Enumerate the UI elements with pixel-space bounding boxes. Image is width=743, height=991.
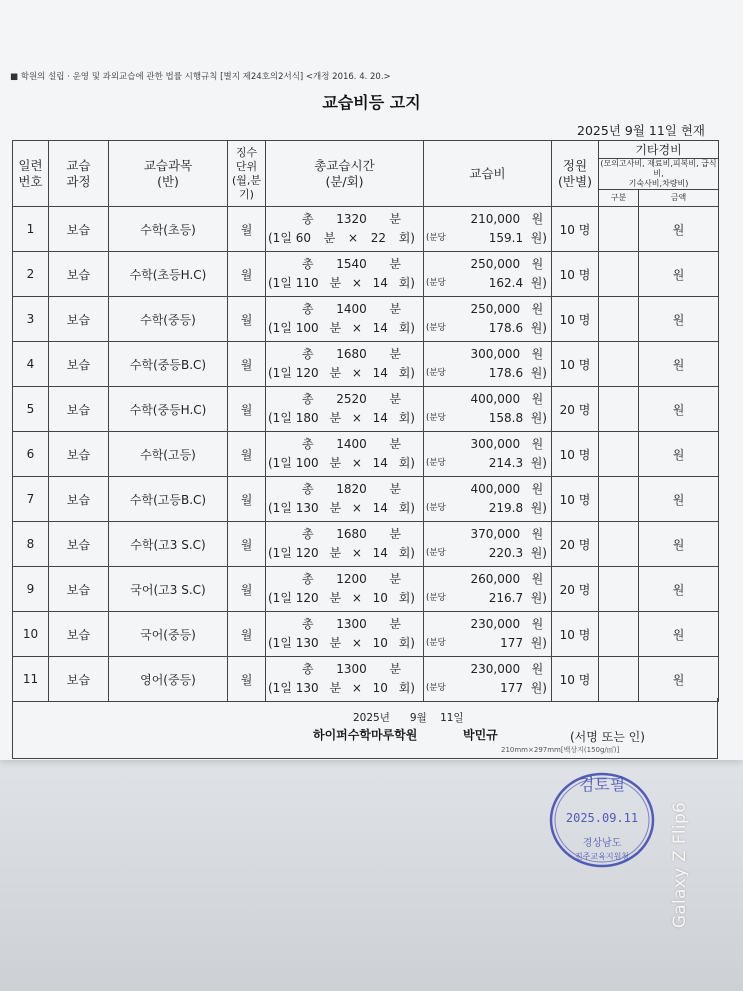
header-other: 기타경비 [599, 141, 719, 159]
table-row [13, 252, 719, 297]
header-capacity: 정원 (반별) [552, 141, 599, 207]
row-course: 보습 [49, 297, 109, 342]
row-other-type [599, 297, 639, 342]
row-subject: 수학(초등) [109, 207, 228, 252]
table-row [13, 342, 719, 387]
row-subject: 국어(중등) [109, 612, 228, 657]
row-no: 3 [13, 297, 49, 342]
row-fee: 300,000 원 (분당 214.3 원) [424, 432, 552, 477]
row-fee: 400,000 원 (분당 158.8 원) [424, 387, 552, 432]
row-capacity: 10 명 [552, 297, 599, 342]
row-other-amount: 원 [639, 342, 719, 387]
row-other-amount: 원 [639, 612, 719, 657]
table-row [13, 657, 719, 702]
row-other-amount: 원 [639, 297, 719, 342]
table-row [13, 612, 719, 657]
row-unit: 월 [228, 477, 266, 522]
row-total-time: 총 1820 분 (1일 130 분 × 14 회) [266, 477, 424, 522]
row-capacity: 20 명 [552, 567, 599, 612]
row-course: 보습 [49, 567, 109, 612]
row-unit: 월 [228, 342, 266, 387]
law-reference: ■ 학원의 설립 · 운영 및 과외교습에 관한 법률 시행규칙 [별지 제24호의2서식] <개정 2016. 4. 20.> [10, 72, 391, 82]
paper-spec: 210mm×297mm[백상지(150g/㎡)] [501, 746, 620, 754]
row-unit: 월 [228, 612, 266, 657]
row-subject: 수학(중등H.C) [109, 387, 228, 432]
row-no: 5 [13, 387, 49, 432]
row-no: 1 [13, 207, 49, 252]
row-course: 보습 [49, 252, 109, 297]
row-unit: 월 [228, 657, 266, 702]
stamp-office: 진주교육지원청 [574, 852, 630, 861]
header-other-amount: 금액 [639, 190, 719, 207]
row-other-amount: 원 [639, 387, 719, 432]
row-course: 보습 [49, 207, 109, 252]
table-row [13, 387, 719, 432]
row-no: 7 [13, 477, 49, 522]
row-capacity: 10 명 [552, 432, 599, 477]
row-capacity: 10 명 [552, 207, 599, 252]
row-subject: 수학(고등) [109, 432, 228, 477]
stamp-region: 경상남도 [582, 838, 622, 849]
fee-table [12, 140, 719, 702]
row-fee: 210,000 원 (분당 159.1 원) [424, 207, 552, 252]
row-total-time: 총 1680 분 (1일 120 분 × 14 회) [266, 342, 424, 387]
table-row [13, 207, 719, 252]
row-fee: 400,000 원 (분당 219.8 원) [424, 477, 552, 522]
table-row [13, 567, 719, 612]
row-other-type [599, 657, 639, 702]
header-other-type: 구분 [599, 190, 639, 207]
row-course: 보습 [49, 612, 109, 657]
row-unit: 월 [228, 252, 266, 297]
row-other-type [599, 477, 639, 522]
row-total-time: 총 1680 분 (1일 120 분 × 14 회) [266, 522, 424, 567]
header-course: 교습 과정 [49, 141, 109, 207]
row-other-amount: 원 [639, 567, 719, 612]
row-course: 보습 [49, 342, 109, 387]
header-fee: 교습비 [424, 141, 552, 207]
row-unit: 월 [228, 207, 266, 252]
row-course: 보습 [49, 657, 109, 702]
row-no: 8 [13, 522, 49, 567]
row-other-type [599, 522, 639, 567]
camera-watermark [665, 790, 695, 940]
row-other-amount: 원 [639, 657, 719, 702]
row-other-amount: 원 [639, 207, 719, 252]
header-unit: 징수 단위 (월,분기) [228, 141, 266, 207]
row-fee: 230,000 원 (분당 177 원) [424, 612, 552, 657]
row-course: 보습 [49, 522, 109, 567]
header-total-time: 총교습시간 (분/회) [266, 141, 424, 207]
row-other-type [599, 207, 639, 252]
header-subject: 교습과목 (반) [109, 141, 228, 207]
row-no: 4 [13, 342, 49, 387]
signature-note: (서명 또는 인) [570, 730, 645, 744]
row-other-type [599, 432, 639, 477]
row-fee: 250,000 원 (분당 178.6 원) [424, 297, 552, 342]
as-of-date: 2025년 9월 11일 현재 [577, 123, 705, 138]
row-total-time: 총 1200 분 (1일 120 분 × 10 회) [266, 567, 424, 612]
row-total-time: 총 1300 분 (1일 130 분 × 10 회) [266, 612, 424, 657]
row-other-type [599, 387, 639, 432]
row-other-type [599, 252, 639, 297]
row-total-time: 총 1400 분 (1일 100 분 × 14 회) [266, 297, 424, 342]
academy-name: 하이퍼수학마루학원 [313, 728, 418, 742]
row-unit: 월 [228, 297, 266, 342]
header-other-note: (모의고사비, 재료비,피복비, 급식비, 기숙사비,차량비) [600, 159, 717, 188]
row-subject: 수학(고등B.C) [109, 477, 228, 522]
header-no: 일련 번호 [13, 141, 49, 207]
row-capacity: 20 명 [552, 522, 599, 567]
row-capacity: 10 명 [552, 477, 599, 522]
row-other-amount: 원 [639, 477, 719, 522]
row-other-type [599, 612, 639, 657]
row-unit: 월 [228, 387, 266, 432]
row-fee: 300,000 원 (분당 178.6 원) [424, 342, 552, 387]
row-course: 보습 [49, 432, 109, 477]
watermark-text: Galaxy Z Flip6 [670, 801, 690, 929]
stamp-title: 검토필 [578, 775, 626, 794]
row-total-time: 총 1400 분 (1일 100 분 × 14 회) [266, 432, 424, 477]
row-capacity: 10 명 [552, 342, 599, 387]
row-other-amount: 원 [639, 252, 719, 297]
document-title: 교습비등 고지 [322, 93, 421, 112]
row-subject: 수학(중등B.C) [109, 342, 228, 387]
row-total-time: 총 1320 분 (1일 60 분 × 22 회) [266, 207, 424, 252]
row-no: 9 [13, 567, 49, 612]
row-unit: 월 [228, 522, 266, 567]
table-row [13, 432, 719, 477]
stamp-date: 2025.09.11 [565, 811, 639, 825]
row-capacity: 10 명 [552, 657, 599, 702]
row-fee: 250,000 원 (분당 162.4 원) [424, 252, 552, 297]
table-row [13, 297, 719, 342]
signature-date: 2025년 9월 11일 [353, 712, 464, 724]
row-total-time: 총 1300 분 (1일 130 분 × 10 회) [266, 657, 424, 702]
row-fee: 230,000 원 (분당 177 원) [424, 657, 552, 702]
row-no: 11 [13, 657, 49, 702]
row-total-time: 총 2520 분 (1일 180 분 × 14 회) [266, 387, 424, 432]
row-fee: 260,000 원 (분당 216.7 원) [424, 567, 552, 612]
row-subject: 영어(중등) [109, 657, 228, 702]
row-capacity: 10 명 [552, 252, 599, 297]
row-unit: 월 [228, 432, 266, 477]
row-other-amount: 원 [639, 432, 719, 477]
representative-name: 박민규 [463, 728, 498, 742]
row-other-type [599, 342, 639, 387]
row-capacity: 20 명 [552, 387, 599, 432]
row-subject: 수학(중등) [109, 297, 228, 342]
review-stamp [548, 768, 656, 868]
row-no: 6 [13, 432, 49, 477]
table-row [13, 477, 719, 522]
row-no: 2 [13, 252, 49, 297]
row-other-type [599, 567, 639, 612]
row-course: 보습 [49, 387, 109, 432]
signature-block [12, 698, 718, 759]
row-course: 보습 [49, 477, 109, 522]
row-subject: 국어(고3 S.C) [109, 567, 228, 612]
row-capacity: 10 명 [552, 612, 599, 657]
table-row [13, 522, 719, 567]
row-total-time: 총 1540 분 (1일 110 분 × 14 회) [266, 252, 424, 297]
row-subject: 수학(초등H.C) [109, 252, 228, 297]
row-other-amount: 원 [639, 522, 719, 567]
row-fee: 370,000 원 (분당 220.3 원) [424, 522, 552, 567]
row-subject: 수학(고3 S.C) [109, 522, 228, 567]
row-unit: 월 [228, 567, 266, 612]
row-no: 10 [13, 612, 49, 657]
